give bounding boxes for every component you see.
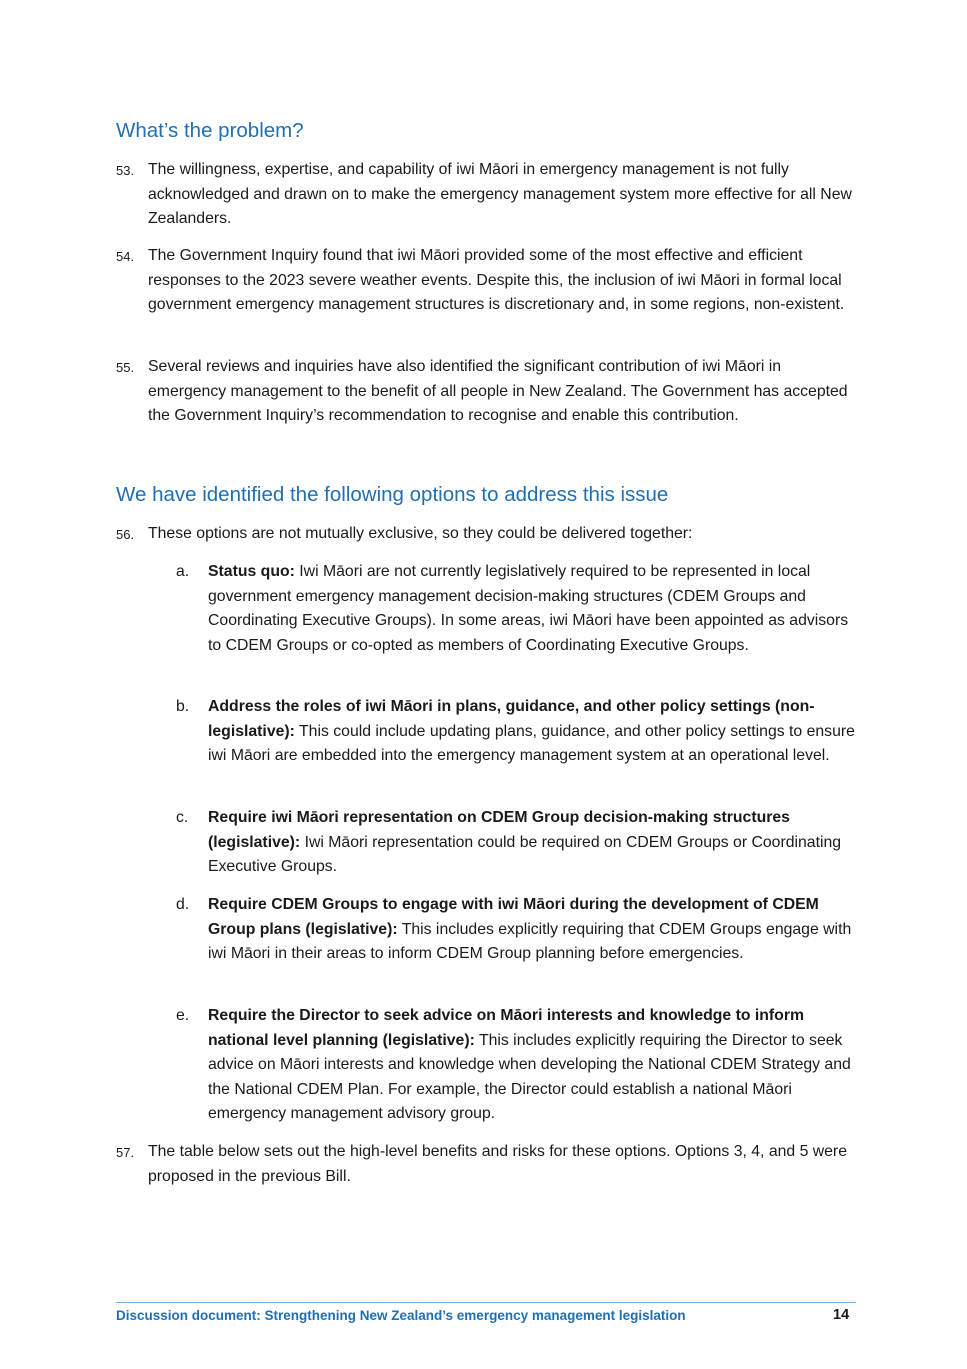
paragraph-number: 54. (116, 249, 135, 264)
page-number: 14 (833, 1307, 850, 1323)
paragraph-text: The table below sets out the high-level benefits and risks for these options. Options 3, 4, and 5 were proposed in the previous Bill. (148, 1143, 847, 1185)
paragraph-53 (116, 158, 856, 232)
option-c (176, 806, 856, 880)
footer-document-title: Discussion document: Strengthening New Zealand’s emergency management legislation (116, 1308, 686, 1323)
footer-divider (116, 1302, 856, 1303)
option-letter: a. (176, 563, 190, 580)
section-heading-options: We have identified the following options to address this issue (116, 483, 669, 506)
option-description: This includes explicitly requiring that CDEM Groups engage with iwi Māori in their areas to inform CDEM Group planning before emergencies. (208, 920, 852, 962)
paragraph-text: The Government Inquiry found that iwi Māori provided some of the most effective and efficient responses to the 2023 severe weather events. Despite this, the inclusion of iwi Māori in formal local government emergency management structures is discretionary and, in some regions, non-existent. (148, 247, 845, 313)
paragraph-text: These options are not mutually exclusive, so they could be delivered together: (148, 525, 693, 542)
paragraph-number: 53. (116, 163, 135, 178)
option-title: Require iwi Māori representation on CDEM Group decision-making structures (legislative): (208, 809, 790, 851)
paragraph-55 (116, 355, 856, 429)
option-letter: d. (176, 896, 190, 913)
paragraph-54 (116, 244, 856, 318)
paragraph-number: 56. (116, 527, 135, 542)
option-a (176, 560, 856, 658)
option-letter: e. (176, 1007, 190, 1024)
option-title: Require CDEM Groups to engage with iwi Māori during the development of CDEM Group plans (legislative): (208, 896, 819, 938)
option-title: Status quo: (208, 563, 295, 580)
option-title: Require the Director to seek advice on Māori interests and knowledge to inform national level planning (legislative): (208, 1007, 805, 1049)
option-description: Iwi Māori representation could be required on CDEM Groups or Coordinating Executive Groups. (208, 833, 842, 875)
option-letter: b. (176, 698, 190, 715)
paragraph-57 (116, 1140, 856, 1189)
paragraph-56 (116, 522, 856, 547)
section-heading-problem: What’s the problem? (116, 119, 304, 142)
paragraph-number: 57. (116, 1145, 135, 1160)
option-description: Iwi Māori are not currently legislatively required to be represented in local government emergency management decision-making structures (CDEM Groups and Coordinating Executive Groups). In some areas, iwi Māori have been appointed as advisors to CDEM Groups or co-opted as members of Coordinating Executive Groups. (208, 563, 849, 654)
option-description: This includes explicitly requiring the Director to seek advice on Māori interests and knowledge when developing the National CDEM Strategy and the National CDEM Plan. For example, the Director could establish a national Māori emergency management advisory group. (208, 1031, 851, 1122)
paragraph-text: Several reviews and inquiries have also identified the significant contribution of iwi Māori in emergency management to the benefit of all people in New Zealand. The Government has accepted the Government Inquiry’s recommendation to recognise and enable this contribution. (148, 358, 848, 424)
option-e (176, 1004, 856, 1127)
option-description: This could include updating plans, guidance, and other policy settings to ensure iwi Māori are embedded into the emergency management system at an operational level. (208, 722, 855, 764)
option-d (176, 893, 856, 967)
option-b (176, 695, 856, 769)
paragraph-number: 55. (116, 360, 135, 375)
paragraph-text: The willingness, expertise, and capability of iwi Māori in emergency management is not fully acknowledged and drawn on to make the emergency management system more effective for all New Zealanders. (148, 161, 852, 227)
option-title: Address the roles of iwi Māori in plans, guidance, and other policy settings (non-legislative): (208, 698, 815, 740)
option-letter: c. (176, 809, 189, 826)
